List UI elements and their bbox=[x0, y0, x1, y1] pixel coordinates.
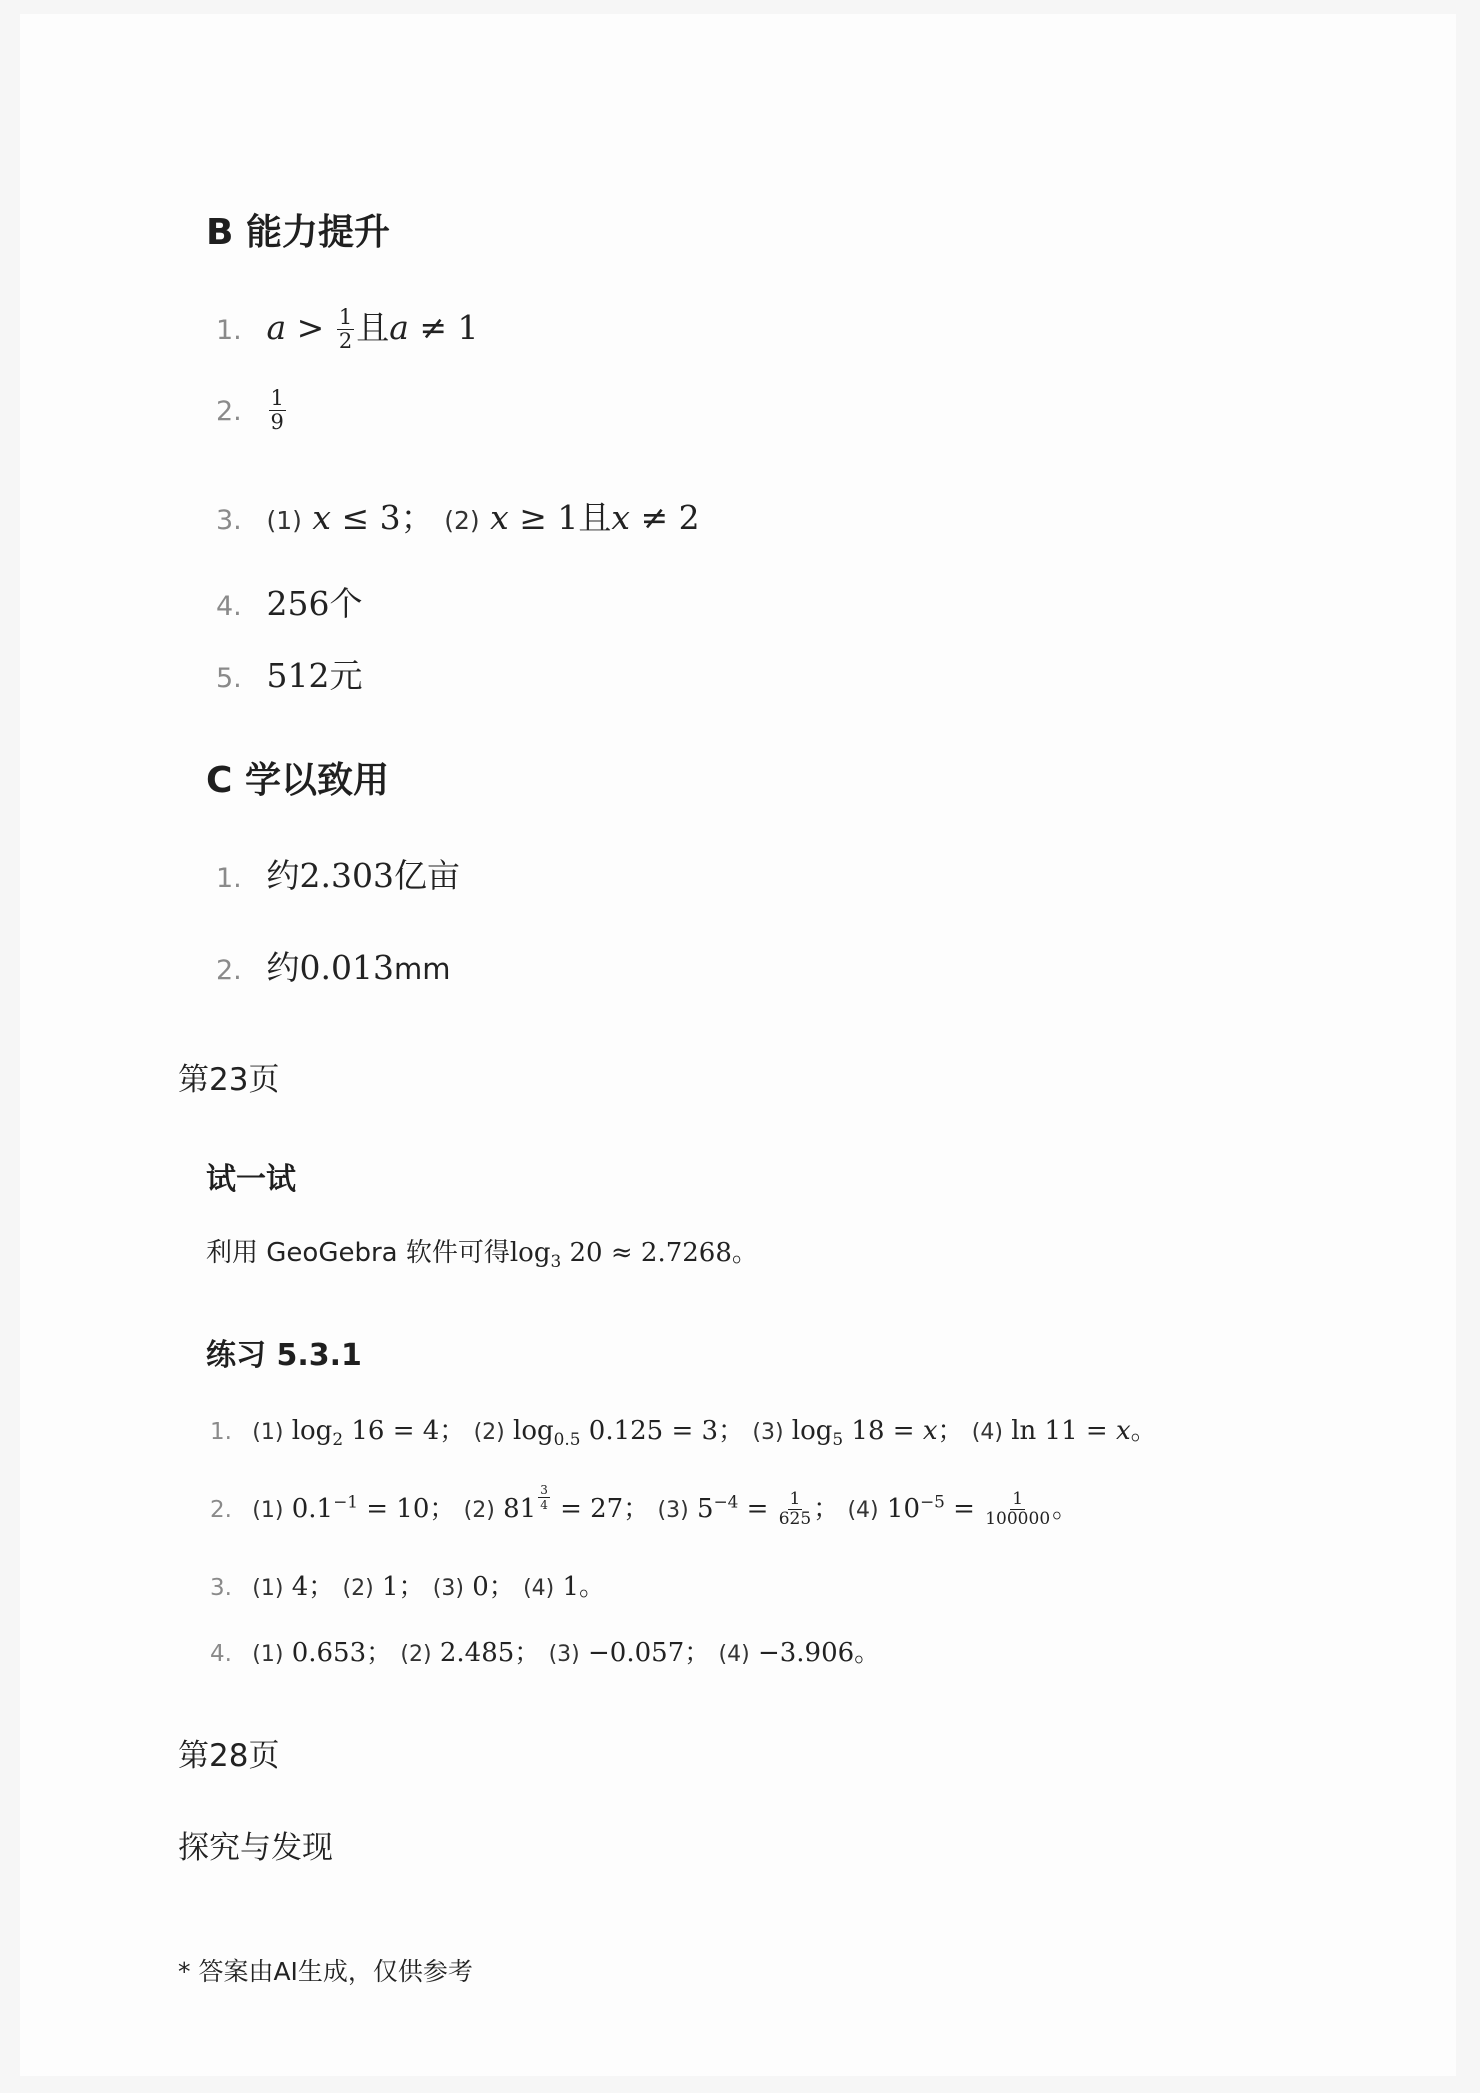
fraction: $\frac{1}{9}$ bbox=[270, 386, 284, 434]
page-28-label: 第28页 bbox=[178, 1738, 280, 1774]
b-item-4: 4. 256个 bbox=[216, 584, 363, 623]
document-page bbox=[20, 14, 1456, 2076]
b-item-5: 5. 512元 bbox=[216, 656, 363, 695]
fraction: $\frac{1}{625}$ bbox=[778, 1489, 812, 1529]
c-item-1: 1. 约2.303亿亩 bbox=[216, 856, 460, 895]
section-b-heading: B 能力提升 bbox=[206, 212, 390, 253]
fraction: $\frac{1}{100000}$ bbox=[985, 1489, 1051, 1529]
exponent-fraction: $\frac{3}{4}$ bbox=[540, 1483, 548, 1512]
b-item-3: 3. (1) x ≤ 3； (2) x ≥ 1且x ≠ 2 bbox=[216, 498, 700, 537]
try-heading: 试一试 bbox=[206, 1162, 296, 1197]
b-item-2: 2. $\frac{1}{9}$ bbox=[216, 386, 284, 434]
section-c-heading: C 学以致用 bbox=[206, 760, 389, 801]
fraction: $\frac{1}{2}$ bbox=[338, 305, 353, 353]
exercise-q2: 2. (1) $0.1^{-1} = 10$； (2) 81 $\frac{3}{4}$ = 27； (3) $5^{-4}$ = $\frac{1}{625}$ ； (4) $10^{-5}$ = $\frac{1}{100000}$ 。 bbox=[210, 1483, 1079, 1529]
exercise-q1: 1. (1) $\log_2 16 = 4$； (2) $\log_{0.5} 0.125 = 3$； (3) $\log_5 18 = x$； (4) ln 11 = x。 bbox=[210, 1416, 1157, 1450]
exercise-q4: 4. (1) 0.653； (2) 2.485； (3) −0.057； (4) −3.906。 bbox=[210, 1638, 881, 1668]
c-item-2: 2. 约0.013mm bbox=[216, 948, 451, 987]
try-text: 利用 GeoGebra 软件可得$\log_3 20 \approx 2.7268$。 bbox=[206, 1238, 758, 1272]
ai-disclaimer: * 答案由AI生成，仅供参考 bbox=[178, 1957, 473, 1986]
b-item-1: 1. a > $\frac{1}{2}$ 且a ≠ 1 bbox=[216, 305, 479, 353]
exercise-heading: 练习 5.3.1 bbox=[206, 1338, 362, 1373]
explore-heading: 探究与发现 bbox=[178, 1830, 333, 1866]
page-23-label: 第23页 bbox=[178, 1062, 280, 1098]
exercise-q3: 3. (1) 4； (2) 1； (3) 0； (4) 1。 bbox=[210, 1572, 606, 1602]
